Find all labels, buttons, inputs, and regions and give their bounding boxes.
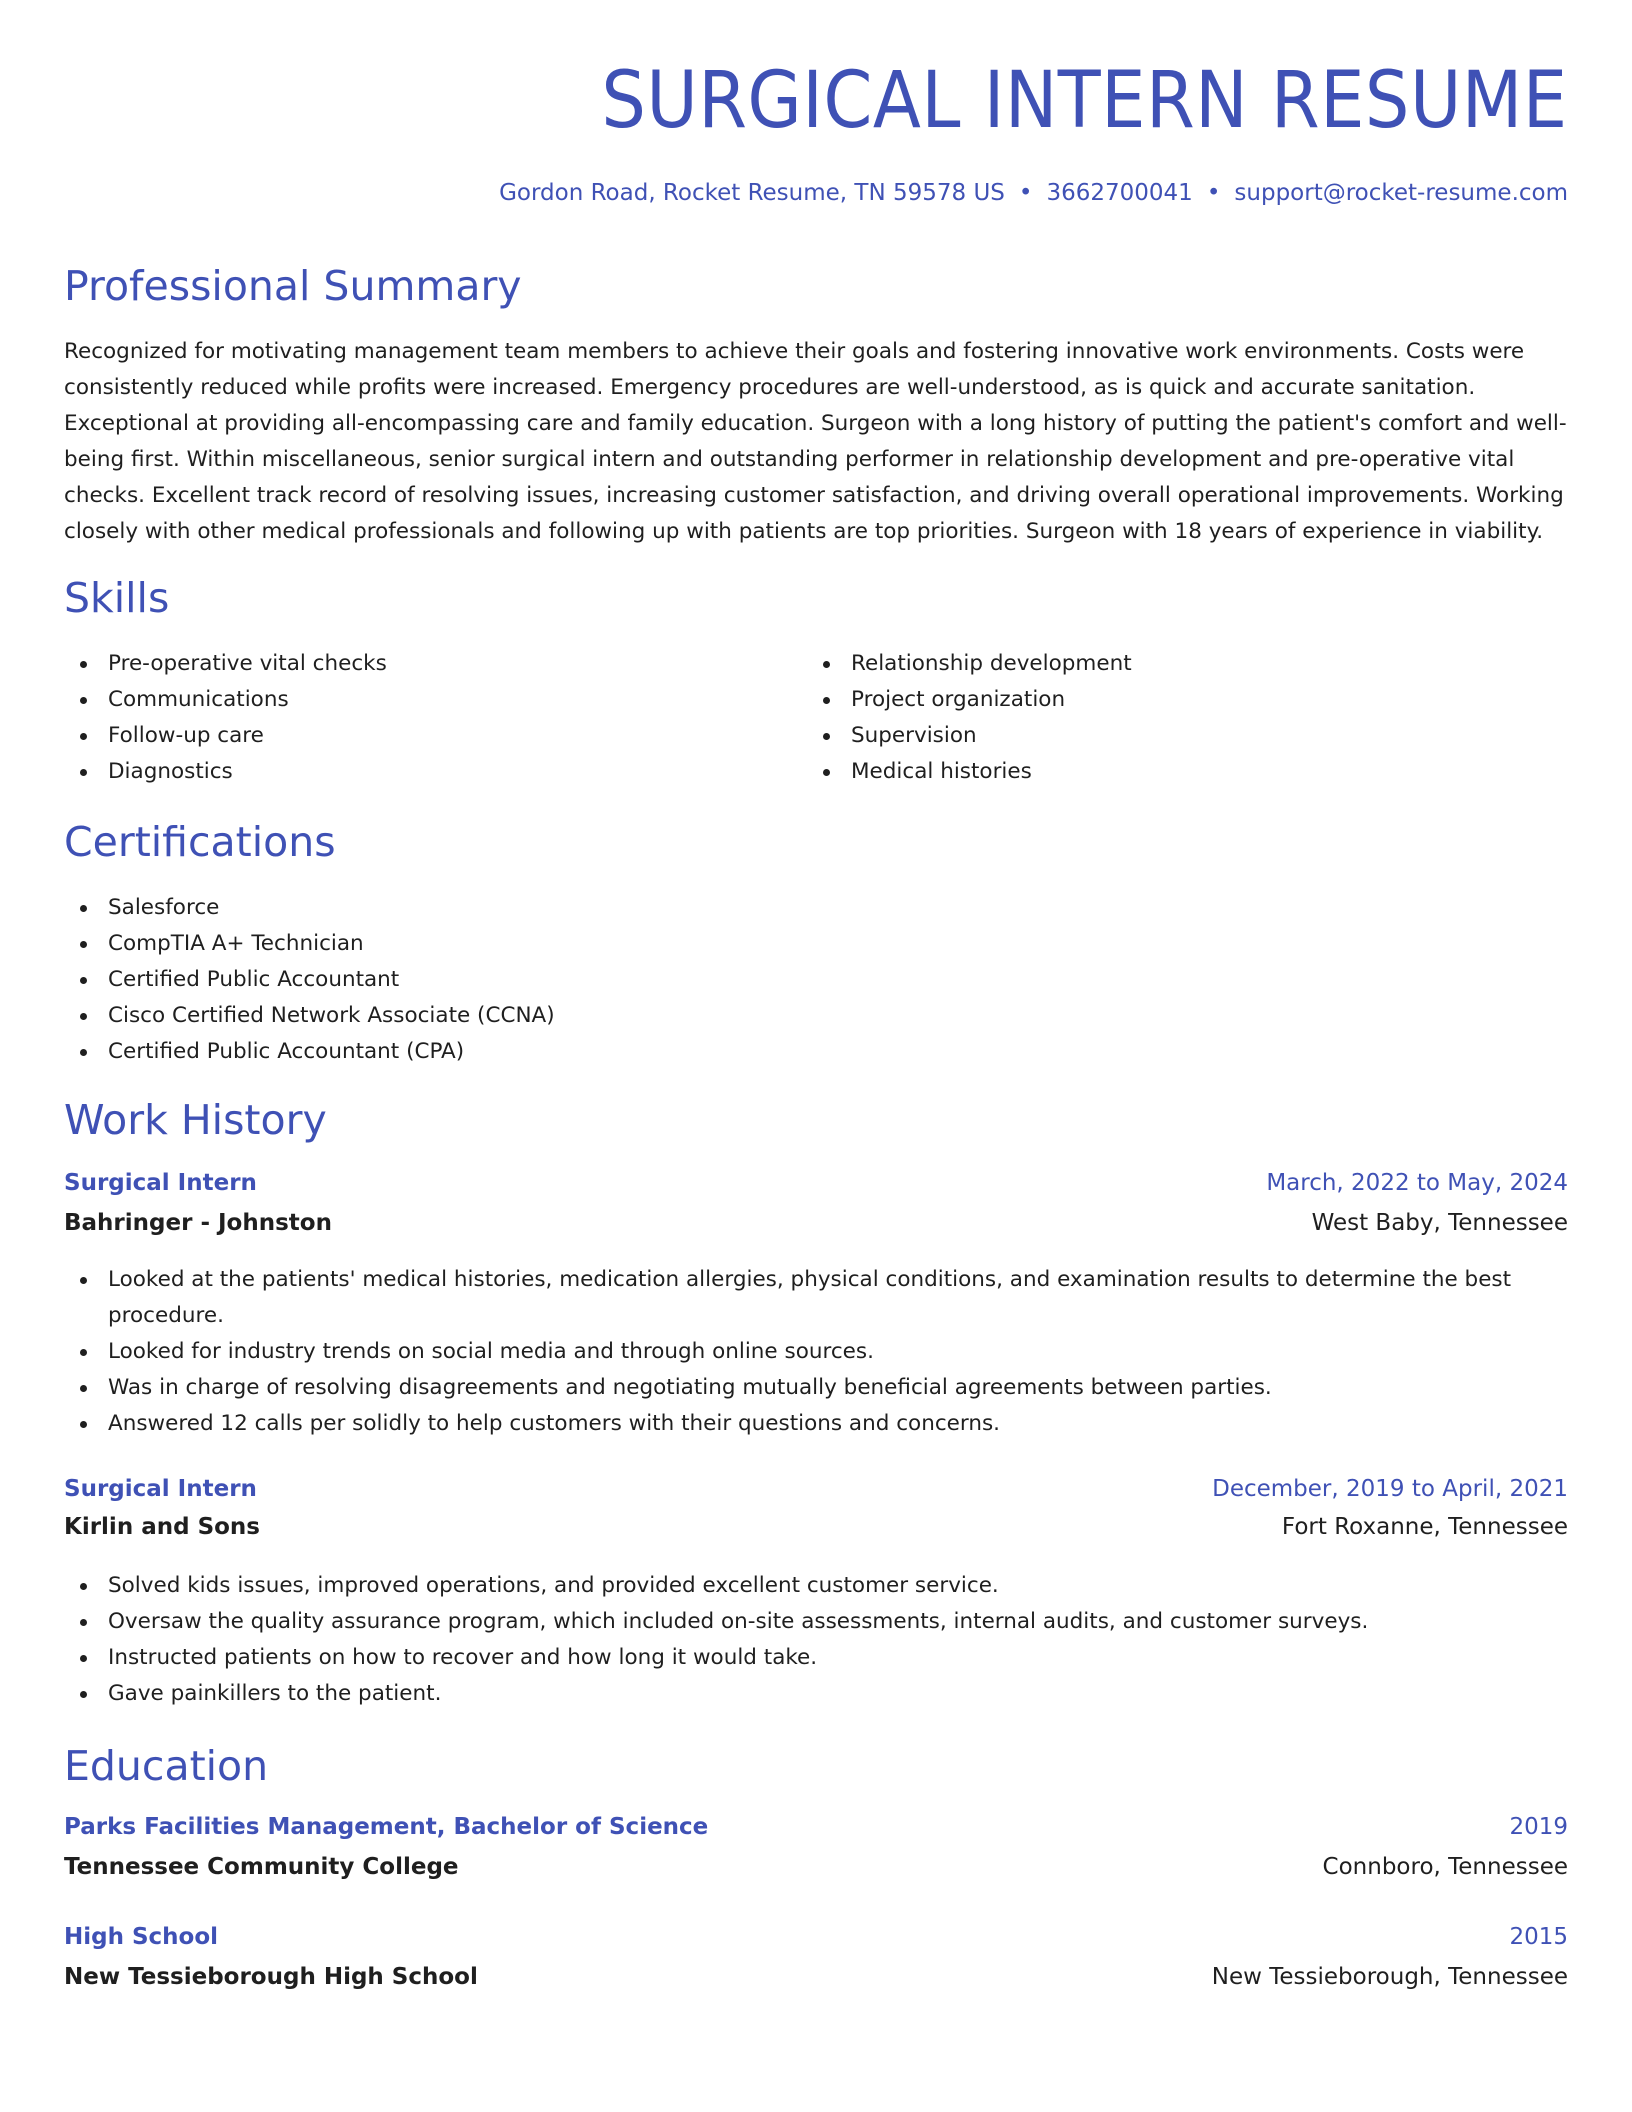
contact-line xyxy=(499,180,1568,206)
skills-list-left xyxy=(64,646,794,790)
certification-item: Certified Public Accountant xyxy=(64,962,1568,998)
job-location: Fort Roxanne, Tennessee xyxy=(1281,1514,1568,1540)
contact-address: Gordon Road, Rocket Resume, TN 59578 US xyxy=(499,180,1005,206)
skill-item: Supervision xyxy=(807,718,1567,754)
skills-list-right xyxy=(807,646,1567,790)
skills-heading: Skills xyxy=(64,574,170,622)
job-dates: December, 2019 to April, 2021 xyxy=(1212,1476,1568,1502)
job-bullets xyxy=(64,1568,1568,1712)
skill-item: Relationship development xyxy=(807,646,1567,682)
job-bullets xyxy=(64,1262,1568,1442)
job-bullet: Was in charge of resolving disagreements and negotiating mutually beneficial agreements between parties. xyxy=(64,1370,1568,1406)
skill-item: Project organization xyxy=(807,682,1567,718)
job-bullet: Answered 12 calls per solidly to help customers with their questions and concerns. xyxy=(64,1406,1568,1442)
certification-item: Salesforce xyxy=(64,890,1568,926)
certification-item: Cisco Certified Network Associate (CCNA) xyxy=(64,998,1568,1034)
skill-item: Diagnostics xyxy=(64,754,794,790)
job-dates: March, 2022 to May, 2024 xyxy=(1266,1170,1568,1196)
education-degree: High School xyxy=(64,1924,219,1950)
resume-title: SURGICAL INTERN RESUME xyxy=(601,56,1568,146)
work-history-heading: Work History xyxy=(64,1096,327,1144)
job-bullet: Looked for industry trends on social media and through online sources. xyxy=(64,1334,1568,1370)
education-year: 2015 xyxy=(1509,1924,1568,1950)
job-title: Surgical Intern xyxy=(64,1476,257,1502)
job-location: West Baby, Tennessee xyxy=(1311,1210,1568,1236)
skill-item: Medical histories xyxy=(807,754,1567,790)
job-bullet: Instructed patients on how to recover and how long it would take. xyxy=(64,1640,1568,1676)
education-year: 2019 xyxy=(1509,1814,1568,1840)
certifications-list xyxy=(64,890,1568,1070)
education-location: Connboro, Tennessee xyxy=(1322,1854,1568,1880)
certifications-heading: Certifications xyxy=(64,818,336,866)
job-bullet: Gave painkillers to the patient. xyxy=(64,1676,1568,1712)
contact-separator: • xyxy=(1206,180,1221,206)
education-school: Tennessee Community College xyxy=(64,1854,459,1880)
job-bullet: Oversaw the quality assurance program, which included on-site assessments, internal audits, and customer surveys. xyxy=(64,1604,1568,1640)
certification-item: Certified Public Accountant (CPA) xyxy=(64,1034,1568,1070)
job-bullet: Solved kids issues, improved operations, and provided excellent customer service. xyxy=(64,1568,1568,1604)
contact-separator: • xyxy=(1018,180,1033,206)
summary-heading: Professional Summary xyxy=(64,262,522,310)
job-company: Bahringer - Johnston xyxy=(64,1210,332,1236)
skill-item: Pre-operative vital checks xyxy=(64,646,794,682)
education-location: New Tessieborough, Tennessee xyxy=(1211,1964,1568,1990)
contact-email[interactable]: support@rocket-resume.com xyxy=(1234,180,1568,206)
education-heading: Education xyxy=(64,1742,269,1790)
certification-item: CompTIA A+ Technician xyxy=(64,926,1568,962)
summary-text: Recognized for motivating management team members to achieve their goals and fostering innovative work environments. Costs were consistently reduced while profits were increased. Emergency procedures are well-understood, as is quick and accurate sanitation. Exceptional at providing all-encompassing care and family education. Surgeon with a long history of putting the patient's comfort and well-being first. Within miscellaneous, senior surgical intern and outstanding performer in relationship development and pre-operative vital checks. Excellent track record of resolving issues, increasing customer satisfaction, and driving overall operational improvements. Working closely with other medical professionals and following up with patients are top priorities. Surgeon with 18 years of experience in viability. xyxy=(64,339,1567,544)
contact-phone: 3662700041 xyxy=(1046,180,1193,206)
job-title: Surgical Intern xyxy=(64,1170,257,1196)
education-school: New Tessieborough High School xyxy=(64,1964,478,1990)
job-company: Kirlin and Sons xyxy=(64,1514,260,1540)
skill-item: Communications xyxy=(64,682,794,718)
skill-item: Follow-up care xyxy=(64,718,794,754)
job-bullet: Looked at the patients' medical histories, medication allergies, physical conditions, and examination results to determine the best procedure. xyxy=(64,1262,1568,1334)
education-degree: Parks Facilities Management, Bachelor of Science xyxy=(64,1814,709,1840)
